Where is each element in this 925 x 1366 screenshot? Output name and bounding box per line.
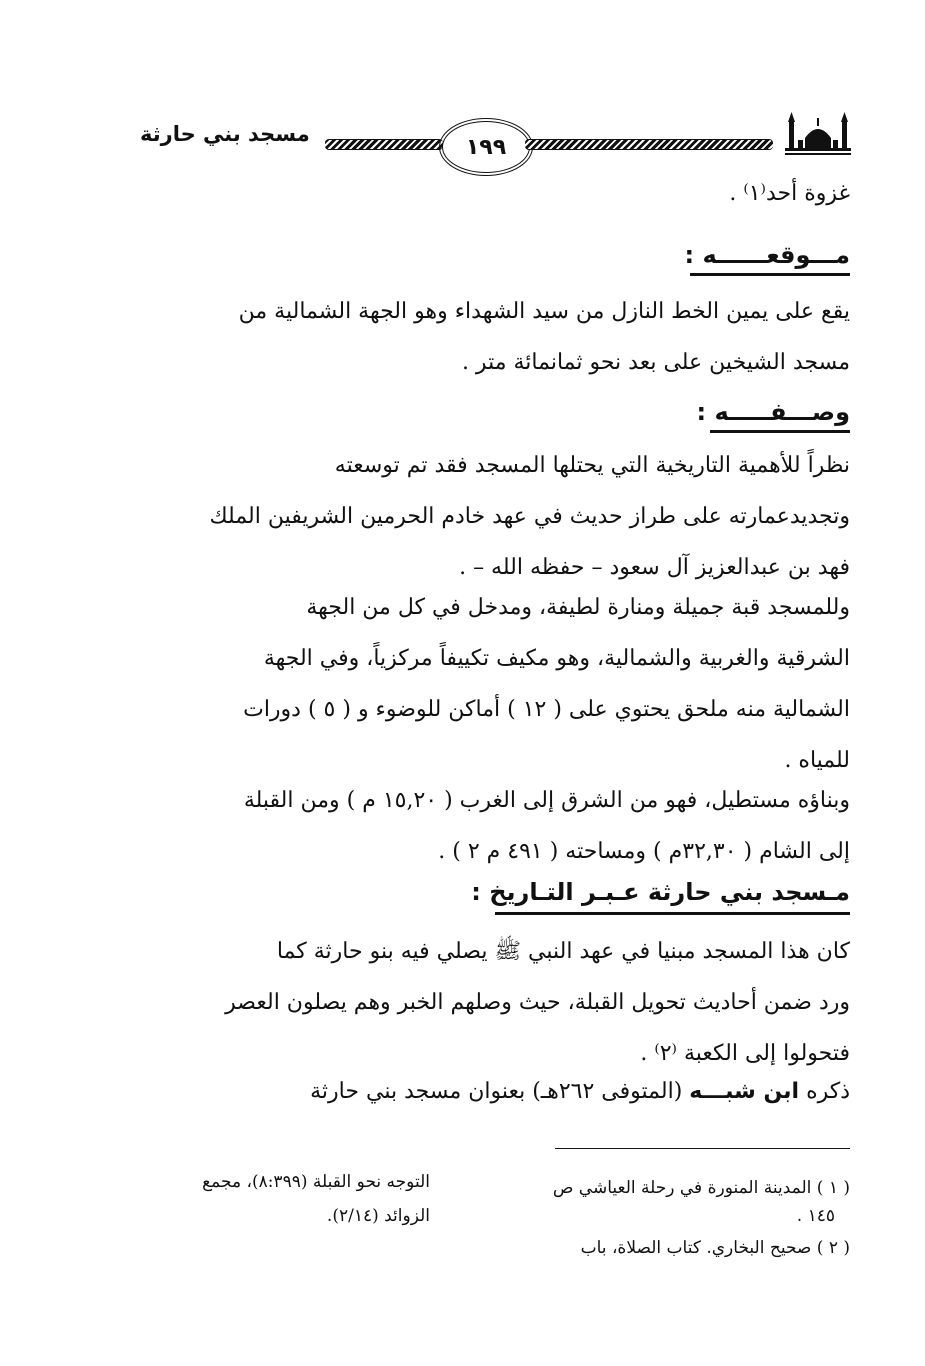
page-number: ١٩٩: [465, 134, 507, 160]
footnote-1-cont: ١٤٥ .: [796, 1206, 835, 1226]
intro-line: غزوة أحد⁽١⁾ .: [729, 181, 850, 206]
description-paragraph-1: نظراً للأهمية التاريخية التي يحتلها المسجد فقد تم توسعته وتجديدعمارته على طراز حديث في عهد خادم الحرمين الشريفين الملك فهد بن عبدالعزيز آل سعود – حفظه الله – .: [209, 453, 850, 580]
mosque-icon: [783, 108, 853, 160]
history-paragraph-1: كان هذا المسجد مبنيا في عهد النبي ﷺ يصلي فيه بنو حارثة كما ورد ضمن أحاديث تحويل القبلة، حيث وصلهم الخبر وهم يصلون العصر فتحولوا إلى الكعبة ⁽٢⁾ .: [225, 939, 850, 1066]
running-title: مسجد بني حارثة: [140, 122, 310, 146]
heading-underline: [495, 912, 850, 915]
footnote-1: ( ١ ) المدينة المنورة في رحلة العياشي ص: [552, 1178, 850, 1198]
decorative-rope-left: [325, 139, 443, 150]
description-paragraph-2: وللمسجد قبة جميلة ومنارة لطيفة، ومدخل في كل من الجهة الشرقية والغربية والشمالية، وهو مكيف تكييفاً مركزياً، وفي الجهة الشمالية منه ملحق يحتوي على ( ١٢ ) أماكن للوضوء و ( ٥ ) دورات للمياه .: [243, 595, 850, 773]
section-heading-location: مـــوقعــــــه :: [684, 241, 850, 269]
history-paragraph-2: ذكره ابن شبـــه (المتوفى ٢٦٢هـ) بعنوان مسجد بني حارثة: [310, 1079, 850, 1104]
author-name: ابن شبـــه: [689, 1079, 800, 1104]
footnote-2-cont-line1: التوجه نحو القبلة (٨:٣٩٩)، مجمع: [202, 1172, 430, 1192]
location-paragraph: يقع على يمين الخط النازل من سيد الشهداء وهو الجهة الشمالية من مسجد الشيخين على بعد نحو ثمانمائة متر .: [238, 299, 850, 375]
description-paragraph-3: وبناؤه مستطيل، فهو من الشرق إلى الغرب ( ١٥,٢٠ م ) ومن القبلة إلى الشام ( ٣٢,٣٠م ) ومساحته ( ٤٩١ م ٢ ) .: [243, 788, 850, 864]
section-heading-history: مـسجد بني حارثة عـبـر التـاريخ :: [471, 878, 850, 906]
footnote-2-cont-line2: الزوائد (٢/١٤).: [326, 1206, 430, 1226]
section-heading-description: وصـــفـــــه :: [696, 398, 850, 426]
footnote-2: ( ٢ ) صحيح البخاري. كتاب الصلاة، باب: [580, 1238, 850, 1258]
heading-underline: [690, 273, 850, 276]
footnote-separator: [555, 1148, 850, 1149]
decorative-rope-right: [525, 139, 773, 150]
heading-underline: [710, 430, 850, 433]
